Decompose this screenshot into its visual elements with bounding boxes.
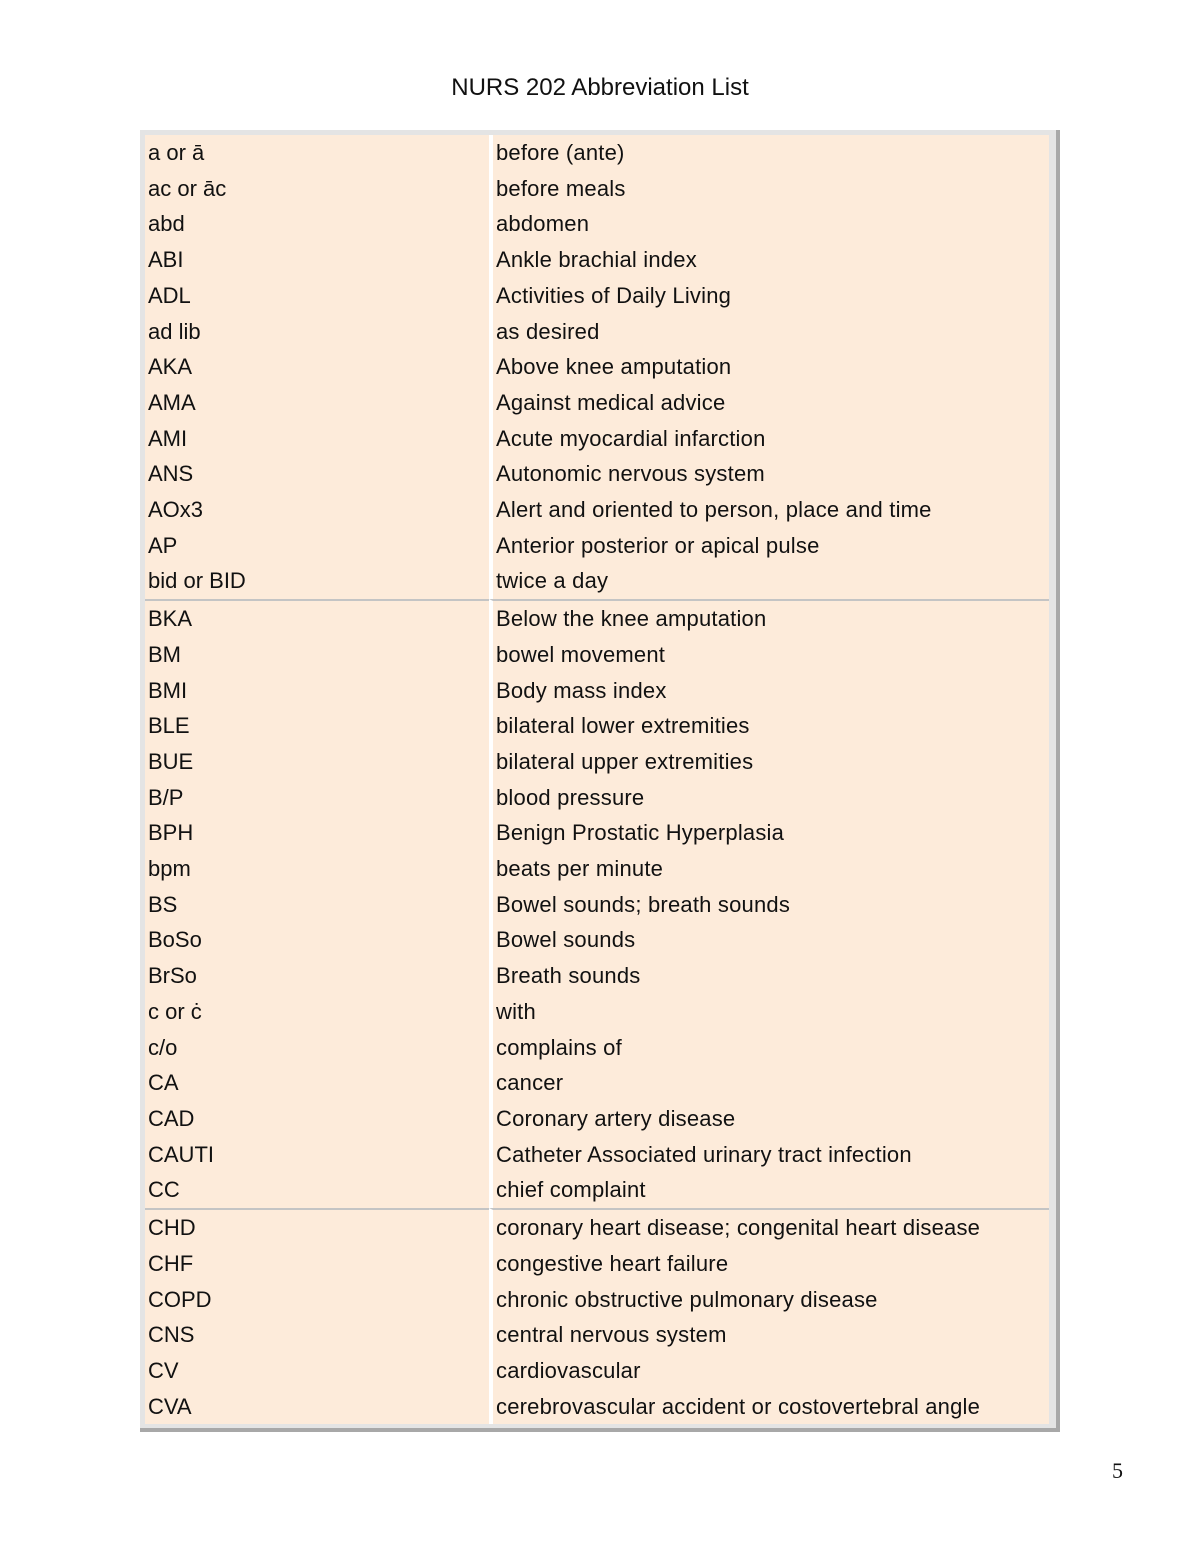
table-row (145, 1065, 1049, 1101)
page-number: 5 (1112, 1458, 1123, 1483)
meaning-cell: cancer (489, 1065, 1049, 1101)
abbreviation-cell: ad lib (145, 314, 489, 350)
abbreviation-cell: BMI (145, 673, 489, 709)
abbreviation-cell: BrSo (145, 958, 489, 994)
meaning-cell: Against medical advice (489, 385, 1049, 421)
table-row (145, 637, 1049, 673)
table-row (145, 708, 1049, 744)
abbreviation-cell: ABI (145, 242, 489, 278)
page-title: NURS 202 Abbreviation List (451, 74, 749, 101)
meaning-cell: chronic obstructive pulmonary disease (489, 1282, 1049, 1318)
abbreviation-cell: c or ċ (145, 994, 489, 1030)
abbreviation-cell: BM (145, 637, 489, 673)
meaning-cell: central nervous system (489, 1317, 1049, 1353)
abbreviation-cell: a or ā (145, 135, 489, 171)
table-row (145, 815, 1049, 851)
table-row (145, 242, 1049, 278)
meaning-cell: before (ante) (489, 135, 1049, 171)
table-row (145, 492, 1049, 528)
abbreviation-cell: AOx3 (145, 492, 489, 528)
meaning-cell: as desired (489, 314, 1049, 350)
meaning-cell: cerebrovascular accident or costovertebral angle (489, 1389, 1049, 1425)
abbreviation-cell: AMA (145, 385, 489, 421)
meaning-cell: Activities of Daily Living (489, 278, 1049, 314)
meaning-cell: Bowel sounds (489, 922, 1049, 958)
meaning-cell: cardiovascular (489, 1353, 1049, 1389)
abbreviation-cell: AP (145, 528, 489, 564)
table-row (145, 1353, 1049, 1389)
abbreviation-cell: AMI (145, 421, 489, 457)
meaning-cell: Coronary artery disease (489, 1101, 1049, 1137)
table-row (145, 456, 1049, 492)
table-row (145, 958, 1049, 994)
table-row (145, 673, 1049, 709)
abbreviation-cell: CAUTI (145, 1137, 489, 1173)
table-row (145, 1030, 1049, 1066)
abbreviation-cell: CC (145, 1172, 489, 1208)
abbreviation-cell: BoSo (145, 922, 489, 958)
table-row (145, 1137, 1049, 1173)
meaning-cell: abdomen (489, 206, 1049, 242)
abbreviation-cell: c/o (145, 1030, 489, 1066)
table-row (145, 1282, 1049, 1318)
abbreviation-cell: BLE (145, 708, 489, 744)
meaning-cell: bilateral lower extremities (489, 708, 1049, 744)
table-row (145, 528, 1049, 564)
meaning-cell: Anterior posterior or apical pulse (489, 528, 1049, 564)
meaning-cell: blood pressure (489, 780, 1049, 816)
abbreviation-cell: COPD (145, 1282, 489, 1318)
table-row (145, 314, 1049, 350)
meaning-cell: Benign Prostatic Hyperplasia (489, 815, 1049, 851)
meaning-cell: Autonomic nervous system (489, 456, 1049, 492)
table-row (145, 1172, 1049, 1208)
abbreviation-cell: ANS (145, 456, 489, 492)
meaning-cell: Breath sounds (489, 958, 1049, 994)
abbreviation-cell: CVA (145, 1389, 489, 1425)
table-row (145, 922, 1049, 958)
abbreviation-table (145, 135, 1049, 1424)
table-row (145, 1101, 1049, 1137)
abbreviation-cell: CNS (145, 1317, 489, 1353)
table-row (145, 599, 1049, 637)
table-row (145, 744, 1049, 780)
table-row (145, 349, 1049, 385)
meaning-cell: Acute myocardial infarction (489, 421, 1049, 457)
abbreviation-cell: BS (145, 887, 489, 923)
meaning-cell: Above knee amputation (489, 349, 1049, 385)
abbreviation-table-body (145, 135, 1049, 1424)
meaning-cell: chief complaint (489, 1172, 1049, 1208)
table-row (145, 887, 1049, 923)
table-row (145, 851, 1049, 887)
table-row (145, 1246, 1049, 1282)
abbreviation-cell: CA (145, 1065, 489, 1101)
table-row (145, 1317, 1049, 1353)
abbreviation-cell: BPH (145, 815, 489, 851)
meaning-cell: Below the knee amputation (489, 599, 1049, 637)
abbreviation-cell: CV (145, 1353, 489, 1389)
meaning-cell: with (489, 994, 1049, 1030)
table-row (145, 171, 1049, 207)
meaning-cell: twice a day (489, 563, 1049, 599)
table-row (145, 780, 1049, 816)
meaning-cell: Alert and oriented to person, place and time (489, 492, 1049, 528)
abbreviation-cell: CHF (145, 1246, 489, 1282)
meaning-cell: Bowel sounds; breath sounds (489, 887, 1049, 923)
table-row (145, 994, 1049, 1030)
abbreviation-cell: bpm (145, 851, 489, 887)
abbreviation-cell: bid or BID (145, 563, 489, 599)
table-row (145, 135, 1049, 171)
meaning-cell: Catheter Associated urinary tract infection (489, 1137, 1049, 1173)
table-row (145, 206, 1049, 242)
abbreviation-cell: ADL (145, 278, 489, 314)
table-row (145, 421, 1049, 457)
table-row (145, 563, 1049, 599)
meaning-cell: complains of (489, 1030, 1049, 1066)
meaning-cell: bowel movement (489, 637, 1049, 673)
abbreviation-cell: AKA (145, 349, 489, 385)
table-row (145, 385, 1049, 421)
abbreviation-cell: abd (145, 206, 489, 242)
abbreviation-cell: ac or āc (145, 171, 489, 207)
meaning-cell: Ankle brachial index (489, 242, 1049, 278)
meaning-cell: Body mass index (489, 673, 1049, 709)
abbreviation-cell: BKA (145, 599, 489, 637)
abbreviation-cell: CAD (145, 1101, 489, 1137)
abbreviation-cell: BUE (145, 744, 489, 780)
meaning-cell: before meals (489, 171, 1049, 207)
table-row (145, 1389, 1049, 1425)
abbreviation-cell: B/P (145, 780, 489, 816)
abbreviation-cell: CHD (145, 1208, 489, 1246)
table-row (145, 1208, 1049, 1246)
meaning-cell: beats per minute (489, 851, 1049, 887)
meaning-cell: bilateral upper extremities (489, 744, 1049, 780)
table-row (145, 278, 1049, 314)
meaning-cell: congestive heart failure (489, 1246, 1049, 1282)
meaning-cell: coronary heart disease; congenital heart disease (489, 1208, 1049, 1246)
